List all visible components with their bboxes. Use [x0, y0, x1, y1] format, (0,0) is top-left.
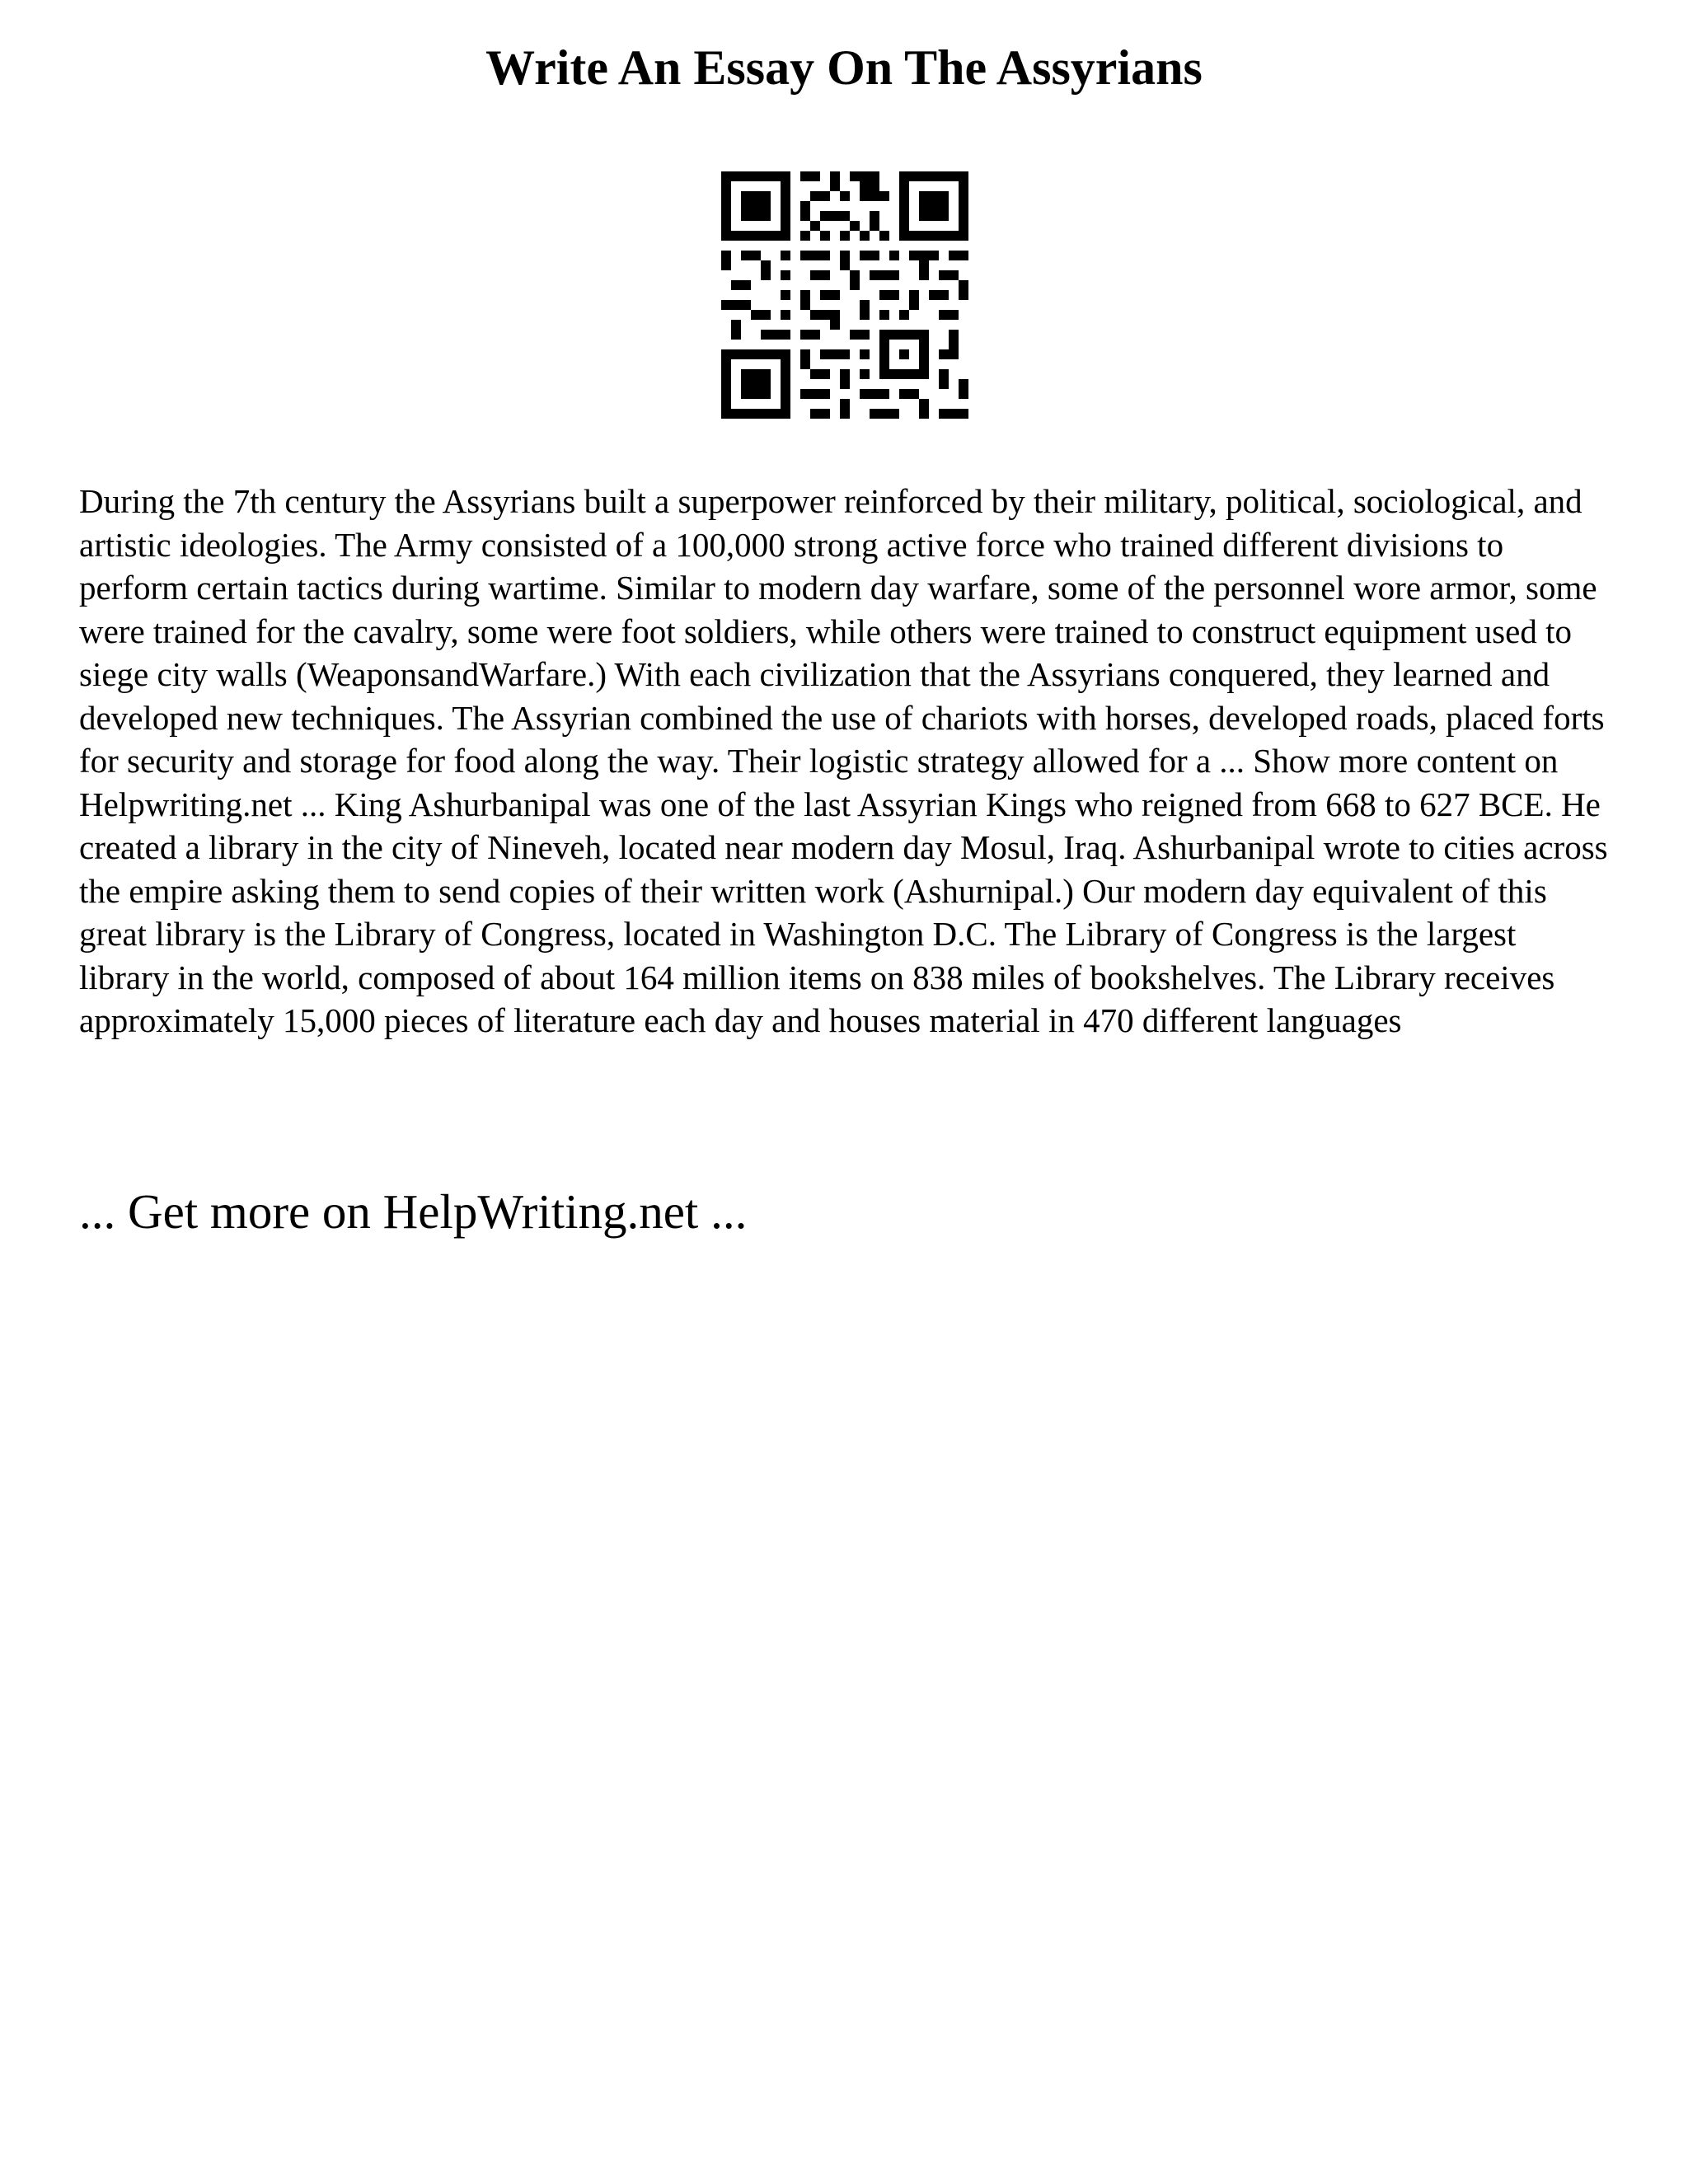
- get-more-link[interactable]: ... Get more on HelpWriting.net ...: [79, 1184, 748, 1239]
- document-title: Write An Essay On The Assyrians: [485, 40, 1203, 95]
- essay-body: During the 7th century the Assyrians built a superpower reinforced by their military, political, sociological, and artistic ideologies. The Army consisted of a 100,000 strong active force who trained different divisions to perform certain tactics during wartime. Similar to modern day warfare, some of the personnel wore armor, some were trained for the cavalry, some were foot soldiers, while others were trained to construct equipment used to siege city walls (WeaponsandWarfare.) With each civilization that the Assyrians conquered, they learned and developed new techniques. The Assyrian combined the use of chariots with horses, developed roads, placed forts for security and storage for food along the way. Their logistic strategy allowed for a ... Show more content on Helpwriting.net ... King Ashurbanipal was one of the last Assyrian Kings who reigned from 668 to 627 BCE. He created a library in the city of Nineveh, located near modern day Mosul, Iraq. Ashurbanipal wrote to cities across the empire asking them to send copies of their written work (Ashurnipal.) Our modern day equivalent of this great library is the Library of Congress, located in Washington D.C. The Library of Congress is the largest library in the world, composed of about 164 million items on 838 miles of bookshelves. The Library receives approximately 15,000 pieces of literature each day and houses material in 470 different languages: [79, 482, 1608, 1039]
- qr-code-icon: [721, 171, 968, 419]
